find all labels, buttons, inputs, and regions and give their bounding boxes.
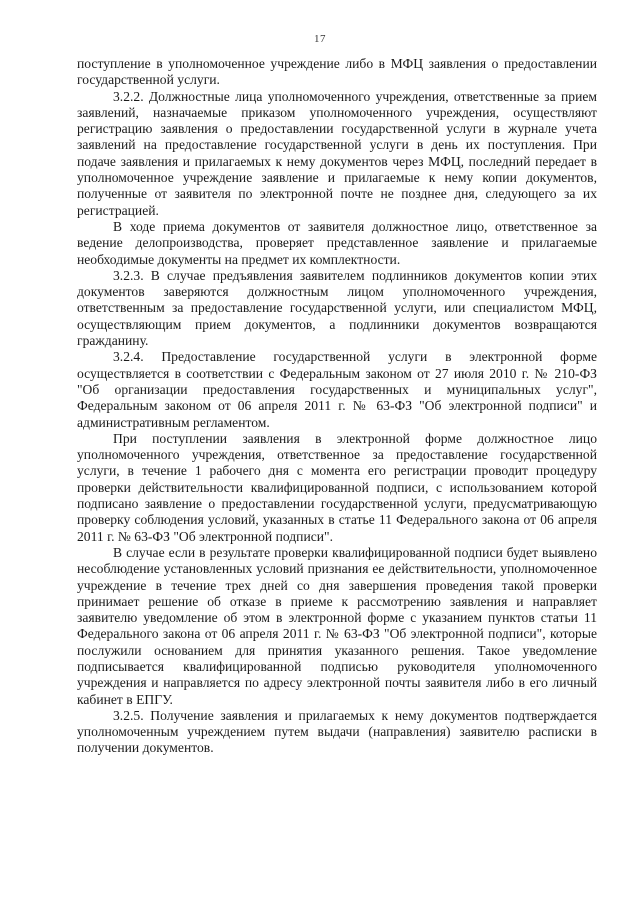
paragraph-document-reception: В ходе приема документов от заявителя должностное лицо, ответственное за ведение делопроизводства, проверяет представленное заявление и прилагаемые необходимые документы на предмет их комплектности. [77, 218, 597, 267]
paragraph-signature-check: В случае если в результате проверки квалифицированной подписи будет выявлено несоблюдение установленных условий признания ее действительности, уполномоченное учреждение в течение трех дней со дня завершения проведения такой проверки принимает решение об отказе в приеме к рассмотрению заявления и направляет заявителю уведомление об этом в электронной форме с указанием пунктов статьи 11 Федерального закона от 06 апреля 2011 г. № 63-ФЗ "Об электронной подписи", которые послужили основанием для принятия указанного решения. Такое уведомление подписывается квалифицированной подписью руководителя уполномоченного учреждения и направляется по адресу электронной почты заявителя либо в его личный кабинет в ЕПГУ. [77, 544, 597, 707]
page-number: 17 [314, 33, 326, 45]
paragraph-3-2-4: 3.2.4. Предоставление государственной услуги в электронной форме осуществляется в соответствии с Федеральным законом от 27 июля 2010 г. № 210-ФЗ "Об организации предоставления государственных и муниципальных услуг", Федеральным законом от 06 апреля 2011 г. № 63-ФЗ "Об электронной подписи" и административным регламентом. [77, 349, 597, 430]
paragraph-3-2-5: 3.2.5. Получение заявления и прилагаемых к нему документов подтверждается уполномоченным учреждением путем выдачи (направления) заявителю расписки в получении документов. [77, 707, 597, 756]
paragraph-electronic-application: При поступлении заявления в электронной форме должностное лицо уполномоченного учреждения, ответственное за предоставление государственной услуги, в течение 1 рабочего дня с момента его регистрации проводит процедуру проверки действительности квалифицированной подписи, с использованием которой подписано заявление о предоставлении государственной услуги, предусматривающую проверку соблюдения условий, указанных в статье 11 Федерального закона от 06 апреля 2011 г. № 63-ФЗ "Об электронной подписи". [77, 430, 597, 544]
paragraph-3-2-2: 3.2.2. Должностные лица уполномоченного учреждения, ответственные за прием заявлений, назначаемые приказом уполномоченного учреждения, осуществляют регистрацию заявления о предоставлении государственной услуги в журнале учета заявлений на предоставление государственной услуги в день их поступления. При подаче заявления и прилагаемых к нему документов через МФЦ, последний передает в уполномоченное учреждение заявление и прилагаемые к нему копии документов, полученные от заявителя по электронной почте не позднее дня, следующего за их регистрацией. [77, 88, 597, 218]
document-body [77, 56, 597, 757]
paragraph-3-2-3: 3.2.3. В случае предъявления заявителем подлинников документов копии этих документов заверяются должностным лицом уполномоченного учреждения, ответственным за предоставление государственной услуги, или специалистом МФЦ, осуществляющим прием документов, а подлинники документов возвращаются гражданину. [77, 267, 597, 349]
paragraph-continuation: поступление в уполномоченное учреждение либо в МФЦ заявления о предоставлении государственной услуги. [77, 56, 597, 88]
